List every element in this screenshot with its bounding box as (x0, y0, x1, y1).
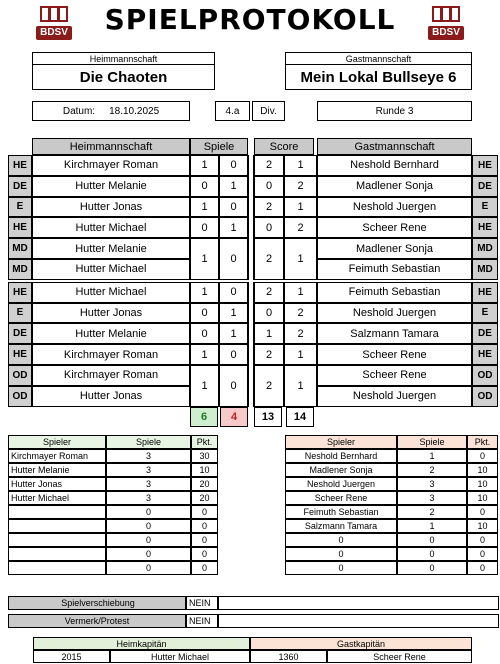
doubles-home-score: 2 (254, 365, 284, 407)
home-stat-pkt: 10 (191, 463, 218, 477)
guest-stat-pkt: 10 (467, 477, 498, 491)
game-home-score: 2 (254, 282, 284, 303)
guest-team-name: Mein Lokal Bullseye 6 (285, 64, 472, 90)
guest-stat-pkt: 0 (467, 505, 498, 519)
game-type-home: HE (8, 344, 32, 365)
guest-stat-name: 0 (285, 547, 397, 561)
game-guest-score: 1 (284, 155, 317, 176)
division-label: Div. (252, 101, 285, 121)
protest-label: Vermerk/Protest (8, 614, 186, 628)
column-divider (248, 344, 254, 365)
protest-notes (218, 614, 499, 628)
doubles-home-spiele: 1 (190, 238, 219, 280)
column-divider (248, 176, 254, 197)
game-type-guest: OD (472, 365, 498, 386)
game-home-spiele: 1 (190, 344, 219, 365)
game-guest-player: Neshold Bernhard (317, 155, 472, 176)
column-divider (248, 197, 254, 218)
home-stat-spiele: 3 (106, 491, 191, 505)
game-guest-spiele: 0 (219, 344, 248, 365)
guest-stat-name: Salzmann Tamara (285, 519, 397, 533)
guest-stat-pkt: 10 (467, 491, 498, 505)
date-label: Datum: (62, 105, 96, 117)
games-header-spiele: Spiele (190, 138, 248, 155)
game-type-guest: DE (472, 176, 498, 197)
total-guest-games: 4 (220, 407, 248, 427)
game-guest-player: Scheer Rene (317, 344, 472, 365)
game-home-score: 0 (254, 176, 284, 197)
guest-stat-spiele: 0 (397, 547, 467, 561)
game-home-spiele: 1 (190, 197, 219, 218)
home-stat-name: Hutter Michael (8, 491, 106, 505)
game-guest-player: Madlener Sonja (317, 238, 472, 259)
game-guest-spiele: 0 (219, 282, 248, 303)
guest-stats-header-pkt: Pkt. (467, 435, 498, 449)
game-type-home: OD (8, 386, 32, 407)
game-guest-player: Neshold Juergen (317, 386, 472, 407)
game-guest-spiele: 0 (219, 155, 248, 176)
home-stat-pkt: 0 (191, 547, 218, 561)
column-divider (248, 303, 254, 324)
games-header-score: Score (254, 138, 314, 155)
guest-team-label: Gastmannschaft (285, 52, 472, 64)
guest-stat-pkt: 10 (467, 519, 498, 533)
game-type-home: DE (8, 323, 32, 344)
game-guest-player: Salzmann Tamara (317, 323, 472, 344)
guest-captain-name: Scheer Rene (327, 650, 472, 663)
guest-stat-spiele: 2 (397, 463, 467, 477)
doubles-guest-spiele: 0 (219, 238, 248, 280)
home-captain-nr: 2015 (33, 650, 110, 663)
game-type-home: HE (8, 217, 32, 238)
game-home-player: Hutter Melanie (32, 323, 190, 344)
home-stat-name: Hutter Melanie (8, 463, 106, 477)
games-header-home: Heimmannschaft (32, 138, 190, 155)
doubles-home-score: 2 (254, 238, 284, 280)
guest-stat-spiele: 1 (397, 519, 467, 533)
home-stat-spiele: 0 (106, 533, 191, 547)
guest-captain-label: Gastkapitän (250, 637, 472, 650)
game-home-score: 0 (254, 217, 284, 238)
doubles-home-spiele: 1 (190, 365, 219, 407)
home-captain-name: Hutter Michael (110, 650, 250, 663)
game-guest-player: Feimuth Sebastian (317, 259, 472, 280)
home-stat-spiele: 0 (106, 561, 191, 575)
game-home-player: Hutter Michael (32, 259, 190, 280)
guest-stats-header-spieler: Spieler (285, 435, 397, 449)
total-home-games: 6 (190, 407, 218, 427)
game-home-player: Hutter Michael (32, 282, 190, 303)
game-type-home: E (8, 303, 32, 324)
guest-stat-spiele: 0 (397, 533, 467, 547)
guest-stat-name: Feimuth Sebastian (285, 505, 397, 519)
guest-captain-nr: 1360 (250, 650, 327, 663)
game-home-player: Hutter Michael (32, 217, 190, 238)
game-home-player: Hutter Jonas (32, 386, 190, 407)
column-divider (248, 155, 254, 176)
game-guest-spiele: 0 (219, 197, 248, 218)
game-home-player: Kirchmayer Roman (32, 365, 190, 386)
game-home-player: Kirchmayer Roman (32, 155, 190, 176)
game-type-home: OD (8, 365, 32, 386)
round-field: Runde 3 (317, 101, 472, 121)
game-guest-player: Feimuth Sebastian (317, 282, 472, 303)
game-guest-player: Scheer Rene (317, 365, 472, 386)
game-home-player: Kirchmayer Roman (32, 344, 190, 365)
home-stat-spiele: 3 (106, 477, 191, 491)
game-type-guest: HE (472, 282, 498, 303)
game-home-spiele: 0 (190, 217, 219, 238)
column-divider (248, 259, 254, 280)
home-stat-spiele: 3 (106, 463, 191, 477)
game-home-spiele: 0 (190, 176, 219, 197)
game-type-home: HE (8, 155, 32, 176)
home-stat-name (8, 533, 106, 547)
game-type-guest: DE (472, 323, 498, 344)
game-guest-score: 2 (284, 323, 317, 344)
game-home-score: 2 (254, 197, 284, 218)
game-home-player: Hutter Melanie (32, 238, 190, 259)
division-value: 4.a (215, 101, 250, 121)
home-stat-pkt: 30 (191, 449, 218, 463)
home-stats-header-spiele: Spiele (106, 435, 191, 449)
home-stat-name (8, 547, 106, 561)
guest-stat-name: 0 (285, 533, 397, 547)
doubles-guest-score: 1 (284, 365, 317, 407)
game-guest-score: 2 (284, 303, 317, 324)
column-divider (248, 238, 254, 259)
page-title: SPIELPROTOKOLL (104, 3, 396, 36)
guest-stat-pkt: 0 (467, 547, 498, 561)
game-home-spiele: 1 (190, 282, 219, 303)
game-type-home: DE (8, 176, 32, 197)
home-team-label: Heimmannschaft (32, 52, 215, 64)
guest-stat-pkt: 0 (467, 561, 498, 575)
guest-stat-spiele: 3 (397, 491, 467, 505)
game-type-guest: MD (472, 238, 498, 259)
guest-stat-spiele: 1 (397, 449, 467, 463)
home-stat-name (8, 505, 106, 519)
game-guest-spiele: 1 (219, 323, 248, 344)
guest-stat-spiele: 3 (397, 477, 467, 491)
doubles-guest-spiele: 0 (219, 365, 248, 407)
home-stat-name: Kirchmayer Roman (8, 449, 106, 463)
guest-stat-pkt: 10 (467, 463, 498, 477)
game-guest-score: 1 (284, 197, 317, 218)
home-captain-label: Heimkapitän (33, 637, 250, 650)
game-type-home: MD (8, 259, 32, 280)
guest-stat-name: Neshold Juergen (285, 477, 397, 491)
doubles-guest-score: 1 (284, 238, 317, 280)
home-stat-name (8, 561, 106, 575)
verschiebung-value: NEIN (186, 596, 218, 610)
guest-stat-name: Scheer Rene (285, 491, 397, 505)
protest-value: NEIN (186, 614, 218, 628)
guest-stat-spiele: 2 (397, 505, 467, 519)
home-team-name: Die Chaoten (32, 64, 215, 90)
game-home-spiele: 0 (190, 303, 219, 324)
game-home-score: 2 (254, 344, 284, 365)
home-stats-header-pkt: Pkt. (191, 435, 218, 449)
home-stat-pkt: 0 (191, 519, 218, 533)
guest-stat-pkt: 0 (467, 449, 498, 463)
guest-stat-name: Neshold Bernhard (285, 449, 397, 463)
verschiebung-label: Spielverschiebung (8, 596, 186, 610)
home-stat-pkt: 20 (191, 491, 218, 505)
column-divider (248, 323, 254, 344)
total-guest-score: 14 (286, 407, 314, 427)
guest-stat-pkt: 0 (467, 533, 498, 547)
game-type-guest: MD (472, 259, 498, 280)
home-stat-spiele: 3 (106, 449, 191, 463)
game-guest-player: Scheer Rene (317, 217, 472, 238)
guest-stat-name: Madlener Sonja (285, 463, 397, 477)
game-home-spiele: 0 (190, 323, 219, 344)
date-value: 18.10.2025 (109, 105, 160, 117)
logo-text: BDSV (432, 27, 460, 38)
column-divider (248, 217, 254, 238)
game-home-score: 0 (254, 303, 284, 324)
home-stat-pkt: 20 (191, 477, 218, 491)
game-guest-score: 2 (284, 176, 317, 197)
home-stat-name: Hutter Jonas (8, 477, 106, 491)
game-home-player: Hutter Jonas (32, 303, 190, 324)
game-type-guest: OD (472, 386, 498, 407)
game-guest-spiele: 1 (219, 303, 248, 324)
game-type-guest: HE (472, 155, 498, 176)
total-home-score: 13 (254, 407, 282, 427)
guest-stat-name: 0 (285, 561, 397, 575)
home-stat-pkt: 0 (191, 533, 218, 547)
game-type-guest: HE (472, 344, 498, 365)
game-guest-score: 2 (284, 217, 317, 238)
column-divider (248, 386, 254, 407)
game-guest-player: Madlener Sonja (317, 176, 472, 197)
game-type-guest: E (472, 197, 498, 218)
home-stat-pkt: 0 (191, 561, 218, 575)
game-home-player: Hutter Melanie (32, 176, 190, 197)
home-stat-spiele: 0 (106, 519, 191, 533)
game-type-guest: HE (472, 217, 498, 238)
game-guest-score: 1 (284, 282, 317, 303)
date-field (32, 101, 190, 121)
game-type-guest: E (472, 303, 498, 324)
guest-stats-header-spiele: Spiele (397, 435, 467, 449)
column-divider (248, 365, 254, 386)
verschiebung-notes (218, 596, 499, 610)
game-home-player: Hutter Jonas (32, 197, 190, 218)
games-header-guest: Gastmannschaft (317, 138, 472, 155)
game-home-spiele: 1 (190, 155, 219, 176)
home-stats-header-spieler: Spieler (8, 435, 106, 449)
game-guest-spiele: 1 (219, 176, 248, 197)
game-type-home: E (8, 197, 32, 218)
home-stat-spiele: 0 (106, 547, 191, 561)
game-guest-score: 1 (284, 344, 317, 365)
home-stat-spiele: 0 (106, 505, 191, 519)
game-guest-spiele: 1 (219, 217, 248, 238)
home-stat-name (8, 519, 106, 533)
logo-text: BDSV (40, 27, 68, 38)
game-home-score: 2 (254, 155, 284, 176)
game-type-home: MD (8, 238, 32, 259)
game-home-score: 1 (254, 323, 284, 344)
column-divider (248, 282, 254, 303)
game-type-home: HE (8, 282, 32, 303)
guest-stat-spiele: 0 (397, 561, 467, 575)
game-guest-player: Neshold Juergen (317, 197, 472, 218)
home-stat-pkt: 0 (191, 505, 218, 519)
game-guest-player: Neshold Juergen (317, 303, 472, 324)
